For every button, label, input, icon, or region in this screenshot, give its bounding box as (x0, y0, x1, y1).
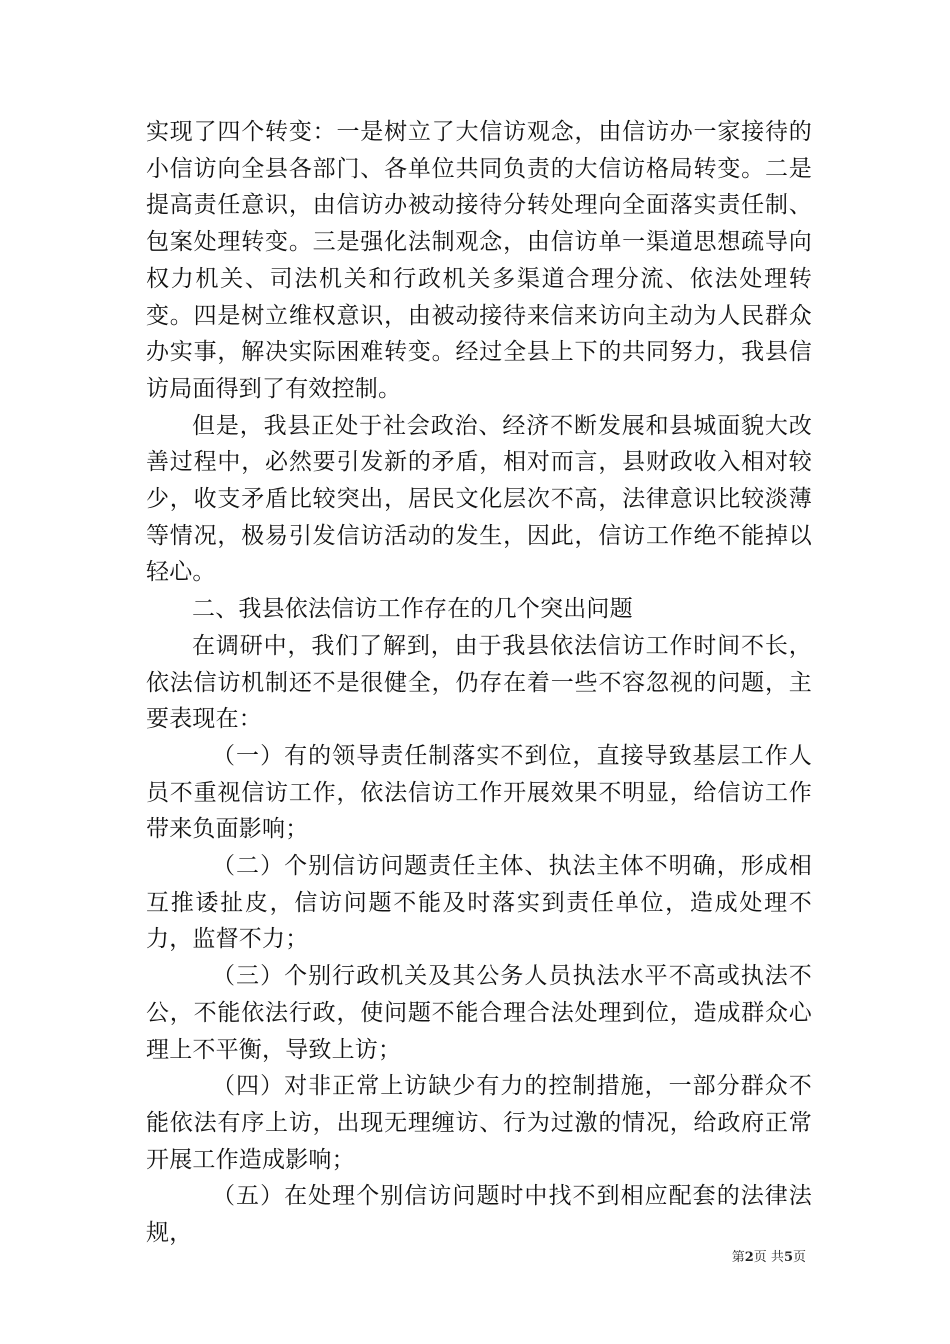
list-item-problem-4: （四）对非正常上访缺少有力的控制措施，一部分群众不能依法有序上访，出现无理缠访、行为过激的情况，给政府正常开展工作造成影响； (146, 1073, 812, 1173)
page-number-footer (732, 1246, 806, 1265)
list-item-problem-5: （五）在处理个别信访问题时中找不到相应配套的法律法规， (146, 1183, 812, 1247)
footer-prefix: 第 (731, 1250, 745, 1265)
paragraph-four-transformations: 实现了四个转变：一是树立了大信访观念，由信访办一家接待的小信访向全县各部门、各单位共同负责的大信访格局转变。二是提高责任意识，由信访办被动接待分转处理向全面落实责任制、包案处理转变。三是强化法制观念，由信访单一渠道思想疏导向权力机关、司法机关和行政机关多渠道合理分流、依法处理转变。四是树立维权意识，由被动接待来信来访向主动为人民群众办实事，解决实际困难转变。经过全县上下的共同努力，我县信访局面得到了有效控制。 (146, 119, 812, 402)
document-body (146, 114, 812, 1252)
footer-current-page: 2 (744, 1250, 754, 1265)
paragraph-current-situation: 但是，我县正处于社会政治、经济不断发展和县城面貌大改善过程中，必然要引发新的矛盾，相对而言，县财政收入相对较少，收支矛盾比较突出，居民文化层次不高，法律意识比较淡薄等情况，极易引发信访活动的发生，因此，信访工作绝不能掉以轻心。 (146, 412, 812, 586)
paragraph-research-findings: 在调研中，我们了解到，由于我县依法信访工作时间不长，依法信访机制还不是很健全，仍存在着一些不容忽视的问题，主要表现在： (146, 632, 812, 733)
list-item-problem-1: （一）有的领导责任制落实不到位，直接导致基层工作人员不重视信访工作，依法信访工作开展效果不明显，给信访工作带来负面影响； (146, 742, 812, 843)
section-heading-problems: 二、我县依法信访工作存在的几个突出问题 (192, 596, 633, 623)
footer-total-pages: 5 (783, 1250, 793, 1265)
footer-suffix: 页 (792, 1250, 806, 1265)
list-item-problem-3: （三）个别行政机关及其公务人员执法水平不高或执法不公，不能依法行政，使问题不能合理合法处理到位，造成群众心理上不平衡，导致上访； (146, 963, 812, 1063)
list-item-problem-2: （二）个别信访问题责任主体、执法主体不明确，形成相互推诿扯皮，信访问题不能及时落实到责任单位，造成处理不力，监督不力； (146, 853, 812, 953)
footer-middle: 页 共 (753, 1250, 784, 1265)
